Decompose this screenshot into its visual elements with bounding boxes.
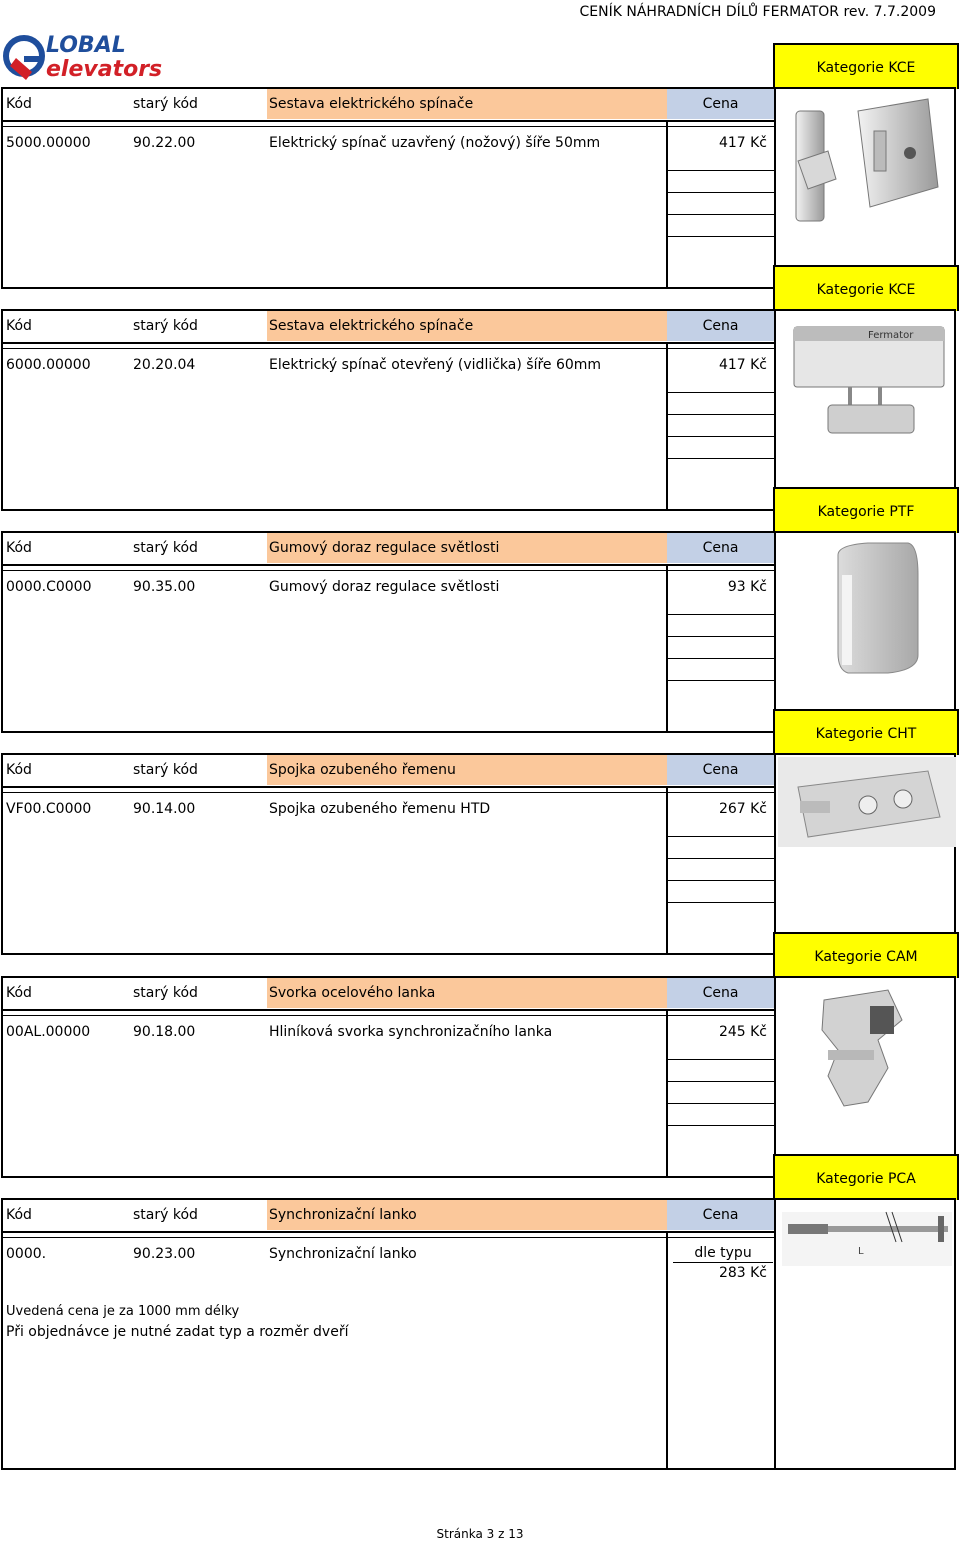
column-kod: Kód [6, 96, 32, 112]
divider [3, 792, 667, 793]
divider [666, 858, 776, 859]
divider [666, 348, 776, 349]
old-code: 90.14.00 [133, 801, 196, 817]
column-header-row [3, 89, 774, 121]
svg-text:Fermator: Fermator [868, 330, 914, 341]
dimension-label: L [858, 1246, 864, 1257]
divider [666, 614, 776, 615]
divider [666, 214, 776, 215]
column-cena: Cena [667, 755, 774, 785]
product-frame [1, 1198, 956, 1470]
group-title: Synchronizační lanko [267, 1200, 667, 1230]
product-code: 00AL.00000 [6, 1024, 91, 1040]
column-stary-kod: starý kód [133, 762, 198, 778]
divider [774, 755, 776, 955]
divider [3, 570, 667, 571]
product-price: 417 Kč [718, 135, 767, 151]
group-title: Spojka ozubeného řemenu [267, 755, 667, 785]
group-title: Svorka ocelového lanka [267, 978, 667, 1008]
old-code: 90.35.00 [133, 579, 196, 595]
divider [666, 392, 776, 393]
column-cena: Cena [667, 311, 774, 341]
column-kod: Kód [6, 762, 32, 778]
group-title: Sestava elektrického spínače [267, 311, 667, 341]
divider [666, 126, 776, 127]
old-code: 90.18.00 [133, 1024, 196, 1040]
column-cena: Cena [667, 533, 774, 563]
product-section [0, 1154, 960, 1400]
divider [666, 1103, 776, 1104]
product-section [0, 265, 960, 511]
order-note: Při objednávce je nutné zadat typ a rozměr dveří [6, 1324, 349, 1340]
page-number: Stránka 3 z 13 [436, 1527, 524, 1541]
sync-cable-image [778, 1202, 956, 1398]
product-description: Hliníková svorka synchronizačního lanka [269, 1024, 553, 1040]
closed-switch-image [778, 91, 956, 287]
product-code: VF00.C0000 [6, 801, 92, 817]
divider [666, 658, 776, 659]
category-label: Kategorie KCE [773, 265, 959, 311]
divider [3, 342, 774, 344]
divider [3, 786, 774, 788]
divider [666, 636, 776, 637]
column-kod: Kód [6, 318, 32, 334]
divider [666, 1081, 776, 1082]
column-kod: Kód [6, 985, 32, 1001]
product-description: Elektrický spínač otevřený (vidlička) šíře 60mm [269, 357, 602, 373]
divider [3, 348, 667, 349]
divider [666, 170, 776, 171]
divider [666, 902, 776, 903]
rubber-stop-image [778, 535, 956, 731]
column-stary-kod: starý kód [133, 96, 198, 112]
group-title: Gumový doraz regulace světlosti [267, 533, 667, 563]
product-frame [1, 531, 956, 733]
product-price: 267 Kč [718, 801, 767, 817]
price-prefix: dle typu [673, 1244, 773, 1263]
column-header-row [3, 311, 774, 343]
product-code: 0000.C0000 [6, 579, 92, 595]
product-description: Elektrický spínač uzavřený (nožový) šíře 50mm [269, 135, 601, 151]
product-price: 417 Kč [718, 357, 767, 373]
column-cena: Cena [667, 1200, 774, 1230]
column-header-row [3, 1200, 774, 1232]
column-stary-kod: starý kód [133, 985, 198, 1001]
product-section [0, 932, 960, 1178]
divider [666, 570, 776, 571]
divider [666, 880, 776, 881]
product-code: 6000.00000 [6, 357, 91, 373]
divider [774, 533, 776, 733]
divider [666, 436, 776, 437]
divider [774, 1200, 776, 1470]
divider [666, 1125, 776, 1126]
divider [3, 1237, 667, 1238]
product-frame [1, 753, 956, 955]
old-code: 90.23.00 [133, 1246, 196, 1262]
divider [3, 1009, 774, 1011]
divider [666, 1015, 776, 1016]
divider [3, 120, 774, 122]
divider [666, 1059, 776, 1060]
divider [666, 792, 776, 793]
category-label: Kategorie CHT [773, 709, 959, 755]
product-price: 93 Kč [727, 579, 767, 595]
divider [3, 564, 774, 566]
column-stary-kod: starý kód [133, 540, 198, 556]
column-header-row [3, 755, 774, 787]
divider [666, 192, 776, 193]
divider [3, 1015, 667, 1016]
category-label: Kategorie KCE [773, 43, 959, 89]
divider [666, 836, 776, 837]
product-frame [1, 87, 956, 289]
old-code: 20.20.04 [133, 357, 196, 373]
product-description: Synchronizační lanko [269, 1246, 417, 1262]
product-code: 0000. [6, 1246, 47, 1262]
belt-coupling-image [778, 757, 956, 953]
product-frame [1, 976, 956, 1178]
product-frame [1, 309, 956, 511]
divider [666, 680, 776, 681]
category-label: Kategorie CAM [773, 932, 959, 978]
svg-text:elevators: elevators [46, 57, 163, 82]
divider [666, 1237, 776, 1238]
divider [774, 978, 776, 1178]
divider [666, 414, 776, 415]
old-code: 90.22.00 [133, 135, 196, 151]
column-kod: Kód [6, 1207, 32, 1223]
product-price: 283 Kč [718, 1265, 767, 1281]
price-note: Uvedená cena je za 1000 mm délky [6, 1304, 240, 1319]
svg-text:LOBAL: LOBAL [46, 33, 126, 58]
column-cena: Cena [667, 978, 774, 1008]
product-description: Gumový doraz regulace světlosti [269, 579, 500, 595]
product-price: 245 Kč [718, 1024, 767, 1040]
column-header-row [3, 978, 774, 1010]
column-header-row [3, 533, 774, 565]
product-code: 5000.00000 [6, 135, 91, 151]
divider [774, 89, 776, 289]
category-label: Kategorie PTF [773, 487, 959, 533]
cable-clamp-image [778, 980, 956, 1176]
column-kod: Kód [6, 540, 32, 556]
divider [666, 236, 776, 237]
document-title: CENÍK NÁHRADNÍCH DÍLŮ FERMATOR rev. 7.7.2009 [579, 4, 936, 20]
product-section [0, 709, 960, 955]
open-switch-image [778, 313, 956, 509]
product-section [0, 43, 960, 289]
column-stary-kod: starý kód [133, 1207, 198, 1223]
divider [774, 311, 776, 511]
product-section [0, 487, 960, 733]
divider [666, 458, 776, 459]
group-title: Sestava elektrického spínače [267, 89, 667, 119]
column-cena: Cena [667, 89, 774, 119]
divider [3, 126, 667, 127]
product-description: Spojka ozubeného řemenu HTD [269, 801, 491, 817]
divider [3, 1231, 774, 1233]
column-stary-kod: starý kód [133, 318, 198, 334]
category-label: Kategorie PCA [773, 1154, 959, 1200]
